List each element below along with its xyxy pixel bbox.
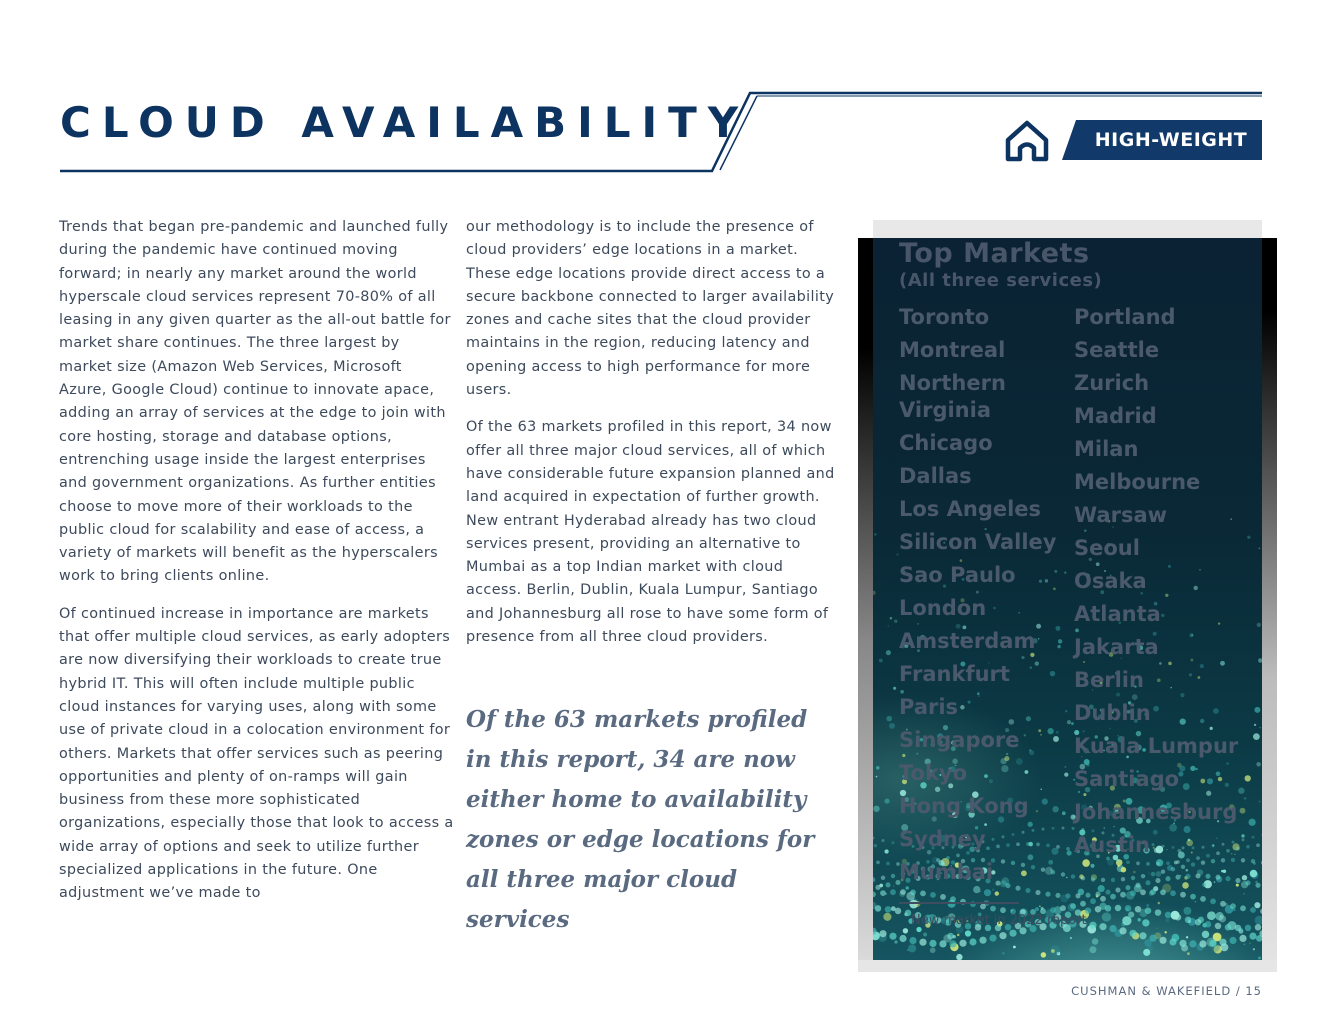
body-column-2: [466, 216, 842, 663]
legend-rule: [899, 902, 1019, 904]
pull-quote: Of the 63 markets profiled in this report, 34 are now either home to availability zones or edge locations for all three major cloud services: [466, 706, 815, 933]
market-item: Amsterdam: [899, 629, 1036, 653]
market-item: Los Angeles: [899, 497, 1042, 521]
market-item: Santiago: [1074, 767, 1180, 791]
top-markets-panel: [873, 238, 1262, 960]
market-item: Sao Paulo: [899, 563, 1016, 587]
body-paragraph: Trends that began pre-pandemic and launched fully during the pandemic have continued moving forward; in nearly any market around the world hyperscale cloud services represent 70-80% of all leasing in any given quarter as the all-out battle for market share continues. The three largest by market size (Amazon Web Services, Microsoft Azure, Google Cloud) continue to innovate apace, adding an array of services at the edge to join with core hosting, storage and database options, entrenching usage inside the largest enterprises and government organizations. As further entities choose to move more of their workloads to the public cloud for scalability and ease of access, a variety of markets will benefit as the hyperscalers work to bring clients online.: [59, 219, 451, 585]
market-item: London: [899, 596, 987, 620]
market-item: Seattle: [1074, 338, 1160, 362]
market-item: Atlanta: [1074, 602, 1161, 626]
market-item: Toronto: [899, 305, 990, 329]
markets-list-left: [899, 304, 1069, 892]
body-paragraph: Of continued increase in importance are markets that offer multiple cloud services, as early adopters are now diversifying their workloads to create true hybrid IT. This will often include multiple public cloud instances for varying uses, along with some use of private cloud in a colocation environment for others. Markets that offer services such as peering opportunities and plenty of on-ramps will gain business from these more sophisticated organizations, especially those that look to access a wide array of options and seek to utilize further specialized applications in the future. One adjustment we’ve made to: [59, 605, 454, 902]
market-item: Portland: [1074, 305, 1176, 329]
top-markets-subtitle: (All three services): [899, 270, 1103, 291]
page-footer: CUSHMAN & WAKEFIELD / 15: [1071, 984, 1262, 998]
market-item: Dublin: [1074, 701, 1151, 725]
market-item: Melbourne: [1074, 470, 1201, 494]
market-item: Mumbai: [899, 860, 994, 884]
market-item: Berlin: [1074, 668, 1144, 692]
market-item: Sydney: [899, 827, 986, 851]
home-icon: [1004, 118, 1050, 164]
panel-frame-right: [1262, 238, 1277, 972]
market-item: Kuala Lumpur: [1074, 734, 1239, 758]
top-markets-title: Top Markets: [899, 238, 1090, 269]
market-item: Milan: [1074, 437, 1139, 461]
market-item: Northern Virginia: [899, 371, 1006, 422]
page-title: CLOUD AVAILABILITY: [60, 98, 750, 147]
market-item: Jakarta: [1074, 635, 1159, 659]
market-item: Frankfurt: [899, 662, 1010, 686]
market-item: Paris: [899, 695, 959, 719]
market-item: Hong Kong: [899, 794, 1029, 818]
market-item: Austin: [1074, 833, 1150, 857]
market-item: Johannesburg: [1074, 800, 1238, 824]
market-item: Singapore: [899, 728, 1020, 752]
market-item: Silicon Valley: [899, 530, 1057, 554]
panel-frame-left: [858, 238, 873, 972]
market-item: Warsaw: [1074, 503, 1168, 527]
weight-badge: [1062, 120, 1262, 160]
market-item: Chicago: [899, 431, 993, 455]
market-item: Seoul: [1074, 536, 1140, 560]
market-item: Madrid: [1074, 404, 1157, 428]
body-column-1: [59, 216, 454, 920]
market-item: Dallas: [899, 464, 972, 488]
market-item: Zurich: [1074, 371, 1150, 395]
new-market-legend: New market in 2022 report: [911, 913, 1087, 928]
weight-badge-label: HIGH-WEIGHT: [1094, 129, 1248, 151]
market-item: Tokyo: [899, 761, 968, 785]
markets-list-right: [1074, 304, 1259, 865]
body-paragraph: our methodology is to include the presence of cloud providers’ edge locations in a market. These edge locations provide direct access to a secure backbone connected to larger availability zones and cache sites that the cloud provider maintains in the region, reducing latency and opening access to high performance for more users.: [466, 219, 835, 399]
body-paragraph: Of the 63 markets profiled in this report, 34 now offer all three major cloud services, all of which have considerable future expansion planned and land acquired in expectation of further growth. New entrant Hyderabad already has two cloud services present, providing an alternative to Mumbai as a top Indian market with cloud access. Berlin, Dublin, Kuala Lumpur, Santiago and Johannesburg all rose to have some form of presence from all three cloud providers.: [466, 419, 835, 646]
market-item: Osaka: [1074, 569, 1147, 593]
panel-frame-bottom: [858, 960, 1277, 972]
market-item: Montreal: [899, 338, 1006, 362]
